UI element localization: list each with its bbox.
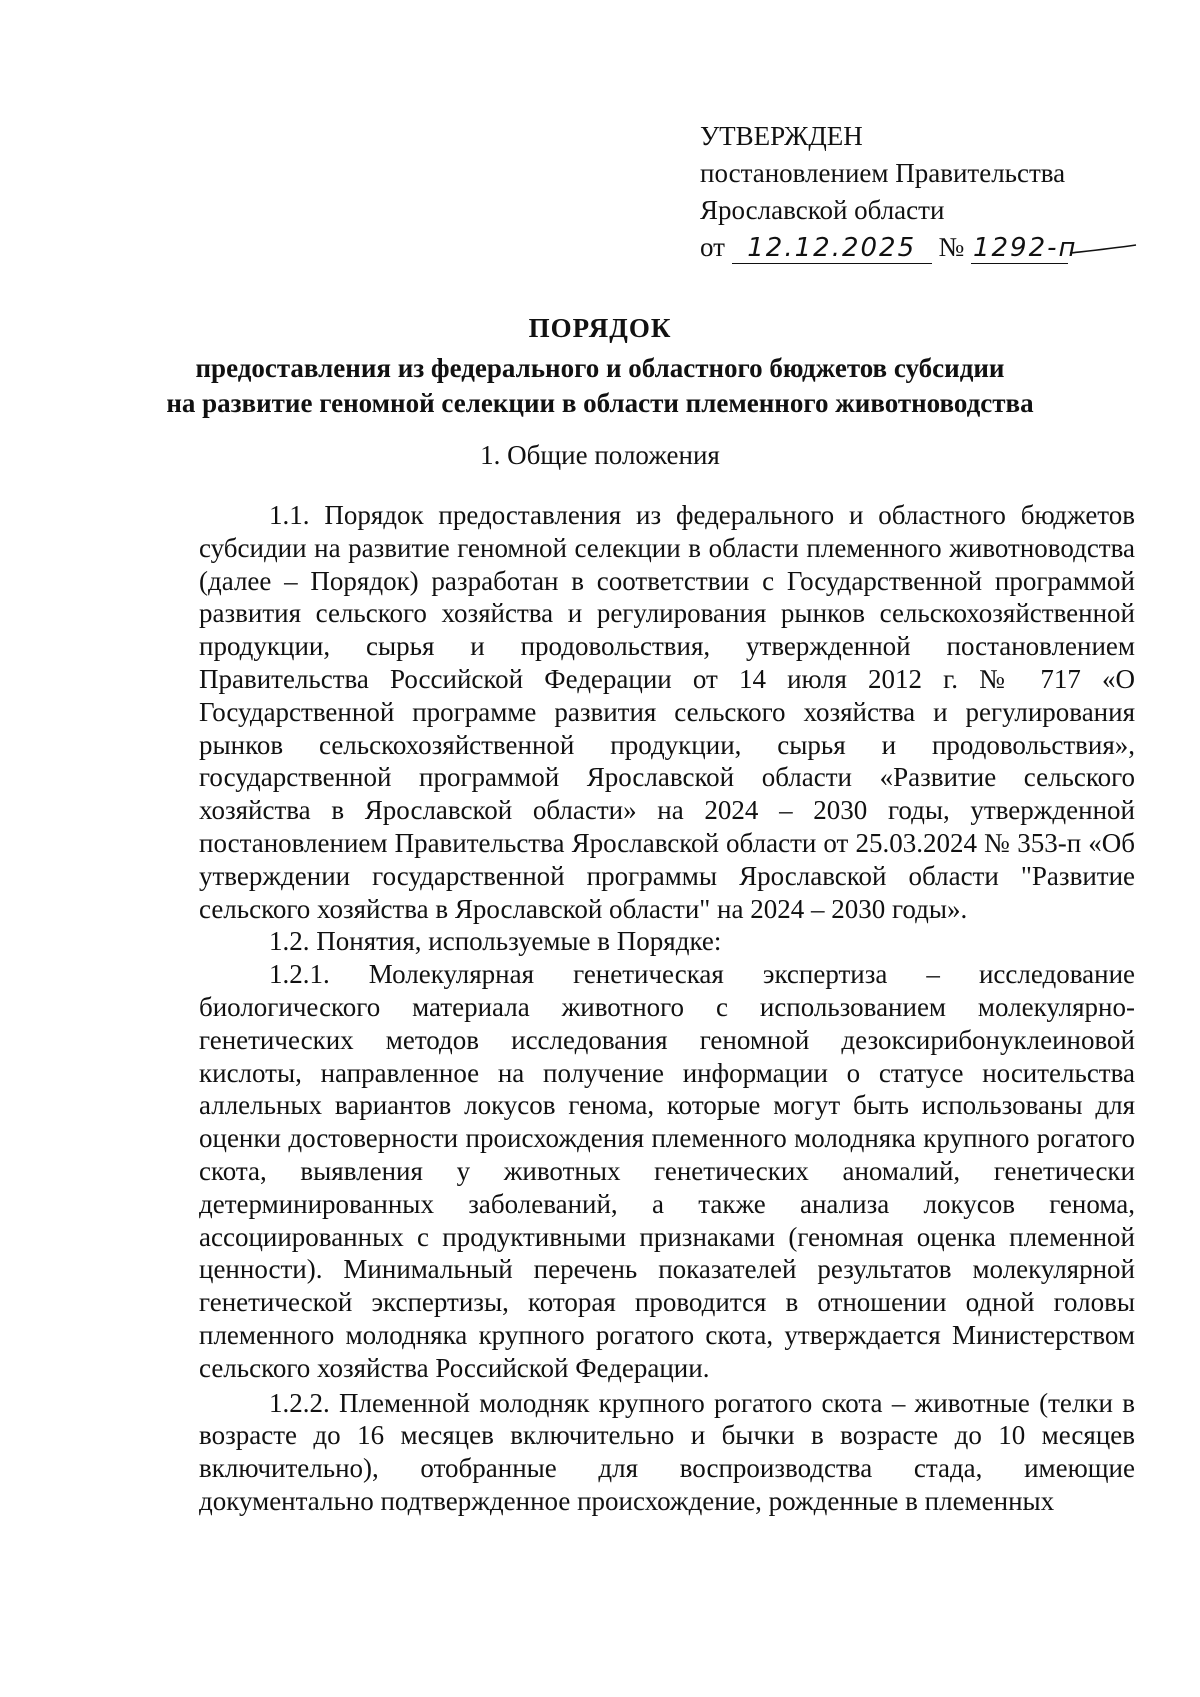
pen-stroke-icon xyxy=(1068,243,1138,257)
section-heading: 1. Общие положения xyxy=(480,440,720,470)
approval-status: УТВЕРЖДЕН xyxy=(700,121,863,151)
document-subtitle-line-2: на развитие геномной селекции в области племенного животноводства xyxy=(166,388,1034,418)
paragraph-1-1: 1.1. Порядок предоставления из федерального и областного бюджетов субсидии на развитие геномной селекции в области племенного животноводства (далее – Порядок) разработан в соответствии с Государственной программой развития сельского хозяйства и регулирования рынков сельскохозяйственной продукции, сырья и продовольствия, утвержденной постановлением Правительства Российской Федерации от 14 июля 2012 г. № 717 «О Государственной программе развития сельского хозяйства и регулирования рынков сельскохозяйственной продукции, сырья и продовольствия», государственной программой Ярославской области «Развитие сельского хозяйства в Ярославской области» на 2024 – 2030 годы, утвержденной постановлением Правительства Ярославской области от 25.03.2024 № 353-п «Об утверждении государственной программы Ярославской области "Развитие сельского хозяйства в Ярославской области" на 2024 – 2030 годы». xyxy=(199,500,1135,924)
approval-line-2: постановлением Правительства xyxy=(700,158,1066,188)
number-prefix: № xyxy=(938,232,965,262)
handwritten-number: 1292-п xyxy=(972,233,1078,263)
handwritten-date: 12.12.2025 xyxy=(732,233,932,264)
document-body xyxy=(199,499,1135,1518)
document-subtitle-line-1: предоставления из федерального и областного бюджетов субсидии xyxy=(195,353,1005,383)
document-title: ПОРЯДОК xyxy=(528,313,672,343)
approval-date-line xyxy=(700,229,1138,266)
date-prefix: от xyxy=(700,232,725,262)
paragraph-1-2: 1.2. Понятия, используемые в Порядке: xyxy=(269,926,722,957)
approval-block xyxy=(700,118,1138,266)
paragraph-1-2-2: 1.2.2. Племенной молодняк крупного рогатого скота – животные (телки в возрасте до 16 месяцев включительно и бычки в возрасте до 10 месяцев включительно), отобранные для воспроизводства стада, имеющие документально подтвержденное происхождение, рожденные в племенных xyxy=(199,1387,1135,1516)
approval-line-3: Ярославской области xyxy=(700,195,945,225)
paragraph-1-2-1: 1.2.1. Молекулярная генетическая экспертиза – исследование биологического материала животного с использованием молекулярно-генетических методов исследования геномной дезоксирибонуклеиновой кислоты, направленное на получение информации о статусе носительства аллельных вариантов локусов генома, которые могут быть использованы для оценки достоверности происхождения племенного молодняка крупного рогатого скота, выявления у животных генетических аномалий, генетически детерминированных заболеваний, а также анализа локусов генома, ассоциированных с продуктивными признаками (геномная оценка племенной ценности). Минимальный перечень показателей результатов молекулярной генетической экспертизы, которая проводится в отношении одной головы племенного молодняка крупного рогатого скота, утверждается Министерством сельского хозяйства Российской Федерации. xyxy=(199,959,1135,1383)
